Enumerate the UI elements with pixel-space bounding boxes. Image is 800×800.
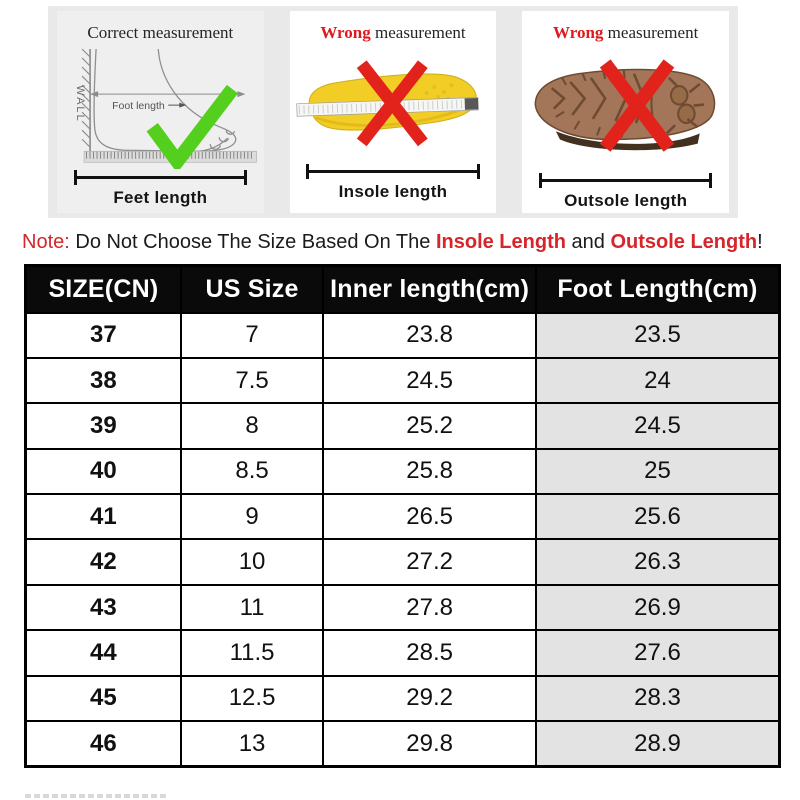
- panel-title: [87, 24, 233, 43]
- table-cell: 28.3: [536, 676, 780, 721]
- table-row: [26, 449, 780, 494]
- table-cell: 13: [181, 721, 324, 766]
- table-cell: 38: [26, 358, 181, 403]
- table-cell: 8: [181, 403, 324, 448]
- measurement-banner: [48, 6, 738, 218]
- panel-title-rest: measurement: [370, 23, 466, 42]
- note-body: Do Not Choose The Size Based On The: [69, 231, 436, 253]
- note-line: [22, 229, 790, 255]
- panel-title-accent: Wrong: [320, 23, 371, 42]
- table-cell: 43: [26, 585, 181, 630]
- feet-length-bracket: [74, 170, 248, 185]
- table-cell: 11: [181, 585, 324, 630]
- table-cell: 28.5: [323, 630, 536, 675]
- table-row: [26, 630, 780, 675]
- note-outsole-highlight: Outsole Length: [610, 231, 758, 253]
- table-cell: 41: [26, 494, 181, 539]
- table-cell: 23.5: [536, 313, 780, 358]
- header-size-cn: SIZE(CN): [26, 266, 181, 313]
- panel-title-accent: Wrong: [553, 23, 604, 42]
- panel-wrong-insole: [290, 11, 497, 213]
- table-cell: 40: [26, 449, 181, 494]
- header-us-size: US Size: [181, 266, 324, 313]
- table-cell: 37: [26, 313, 181, 358]
- table-cell: 26.9: [536, 585, 780, 630]
- table-cell: 11.5: [181, 630, 324, 675]
- table-cell: 7: [181, 313, 324, 358]
- panel-title: [320, 24, 465, 43]
- wall-label: WALL: [74, 84, 87, 123]
- table-cell: 28.9: [536, 721, 780, 766]
- table-header-row: [26, 266, 780, 313]
- panel-title-rest: measurement: [138, 23, 234, 42]
- panel-title: [553, 24, 698, 43]
- table-cell: 27.6: [536, 630, 780, 675]
- outsole-length-caption: Outsole length: [564, 191, 688, 211]
- table-cell: 44: [26, 630, 181, 675]
- table-cell: 12.5: [181, 676, 324, 721]
- table-cell: 10: [181, 539, 324, 584]
- panel-correct-measurement: [57, 11, 264, 213]
- header-foot-length: Foot Length(cm): [536, 266, 780, 313]
- header-inner-length: Inner length(cm): [323, 266, 536, 313]
- table-cell: 24.5: [536, 403, 780, 448]
- table-cell: 27.8: [323, 585, 536, 630]
- table-row: [26, 358, 780, 403]
- table-cell: 45: [26, 676, 181, 721]
- feet-length-caption: Feet length: [113, 187, 208, 207]
- table-row: [26, 403, 780, 448]
- table-cell: 24.5: [323, 358, 536, 403]
- table-row: [26, 313, 780, 358]
- foot-measurement-diagram: [60, 47, 260, 169]
- table-cell: 8.5: [181, 449, 324, 494]
- size-table: [24, 264, 781, 768]
- table-cell: 23.8: [323, 313, 536, 358]
- table-cell: 42: [26, 539, 181, 584]
- table-cell: 25.8: [323, 449, 536, 494]
- table-cell: 29.8: [323, 721, 536, 766]
- table-cell: 25.6: [536, 494, 780, 539]
- table-row: [26, 539, 780, 584]
- table-cell: 39: [26, 403, 181, 448]
- foot-length-label: Foot length: [112, 99, 165, 112]
- watermark-artifact: [25, 794, 168, 798]
- table-cell: 26.3: [536, 539, 780, 584]
- panel-wrong-outsole: [522, 11, 729, 213]
- table-cell: 26.5: [323, 494, 536, 539]
- table-cell: 46: [26, 721, 181, 766]
- note-insole-highlight: Insole Length: [435, 231, 566, 253]
- panel-title-accent: Correct: [87, 23, 139, 42]
- outsole-length-bracket: [539, 173, 713, 188]
- table-cell: 9: [181, 494, 324, 539]
- table-row: [26, 676, 780, 721]
- note-connector: and: [565, 231, 611, 253]
- table-cell: 29.2: [323, 676, 536, 721]
- table-row: [26, 721, 780, 766]
- table-cell: 24: [536, 358, 780, 403]
- table-cell: 25: [536, 449, 780, 494]
- table-cell: 7.5: [181, 358, 324, 403]
- table-cell: 25.2: [323, 403, 536, 448]
- note-prefix: Note:: [22, 231, 70, 253]
- insole-length-bracket: [306, 164, 480, 179]
- panel-title-rest: measurement: [603, 23, 699, 42]
- outsole-diagram: [525, 47, 725, 172]
- insole-length-caption: Insole length: [338, 182, 448, 202]
- table-row: [26, 585, 780, 630]
- insole-diagram: [293, 47, 493, 163]
- table-row: [26, 494, 780, 539]
- table-cell: 27.2: [323, 539, 536, 584]
- note-suffix: !: [757, 231, 763, 253]
